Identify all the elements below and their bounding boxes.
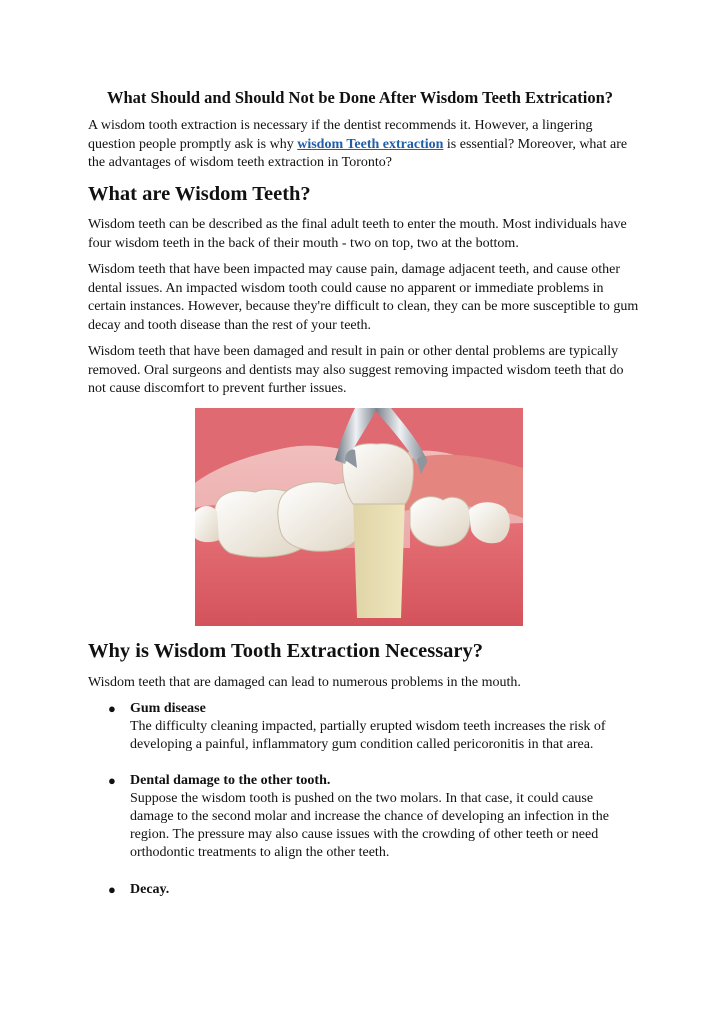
intro-text-start: A wisdom tooth extraction is necessary if the dentist recommends it. However, a lingering question people promptly ask is why <box>88 118 593 152</box>
intro-paragraph <box>88 117 640 173</box>
wisdom-teeth-extraction-link[interactable]: wisdom Teeth extraction <box>297 136 444 152</box>
tooth-extraction-image <box>195 408 523 626</box>
bullet-title: Decay. <box>130 882 170 897</box>
intro-text-end: is essential? Moreover, what are the advantages of wisdom teeth extraction in Toronto? <box>88 136 628 170</box>
bullet-description: Suppose the wisdom tooth is pushed on the two molars. In that case, it could cause damage to the second molar and increase the chance of developing an infection in the region. The pressure may also cause issues with the crowding of other teeth or need orthodontic treatments to align the other teeth. <box>130 791 609 860</box>
heading-why-extraction-necessary: Why is Wisdom Tooth Extraction Necessary? <box>88 640 484 662</box>
document-title: What Should and Should Not be Done After Wisdom Teeth Extrication? <box>106 88 614 107</box>
bullet-icon: ● <box>108 882 116 897</box>
paragraph-problems: Wisdom teeth that are damaged can lead to numerous problems in the mouth. <box>88 675 521 690</box>
bullet-icon: ● <box>108 701 116 716</box>
bullet-title: Gum disease <box>130 701 206 716</box>
heading-what-are-wisdom-teeth: What are Wisdom Teeth? <box>88 183 311 205</box>
bullet-description: The difficulty cleaning impacted, partially erupted wisdom teeth increases the risk of developing a painful, inflammatory gum condition called pericoronitis in that area. <box>130 719 606 752</box>
paragraph-impacted: Wisdom teeth that have been impacted may cause pain, damage adjacent teeth, and cause other dental issues. An impacted wisdom tooth could cause no apparent or immediate problems in certain instances. However, because they're difficult to clean, they can be more susceptible to gum decay and tooth disease than the rest of your teeth. <box>88 262 639 333</box>
paragraph-removal: Wisdom teeth that have been damaged and result in pain or other dental problems are typically removed. Oral surgeons and dentists may also suggest removing impacted wisdom teeth that do not cause discomfort to prevent further issues. <box>88 344 624 396</box>
bullet-title: Dental damage to the other tooth. <box>130 773 331 788</box>
bullet-icon: ● <box>108 773 116 788</box>
paragraph-definition: Wisdom teeth can be described as the final adult teeth to enter the mouth. Most individuals have four wisdom teeth in the back of their mouth - two on top, two at the bottom. <box>88 217 627 251</box>
